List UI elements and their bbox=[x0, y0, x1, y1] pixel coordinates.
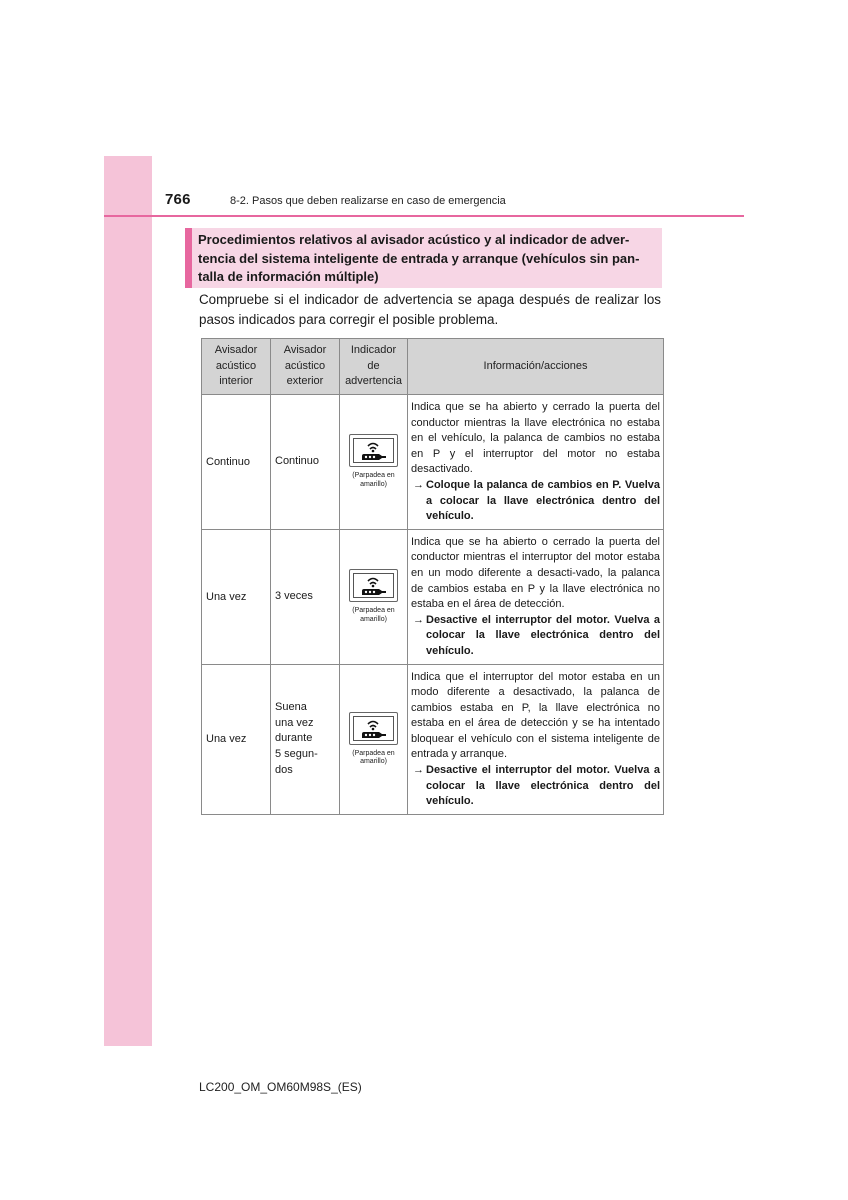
interior-buzzer-cell: Una vez bbox=[202, 529, 271, 664]
heading-line-1: Procedimientos relativos al avisador acústico y al indicador de adver- bbox=[198, 232, 630, 247]
info-actions-cell bbox=[408, 529, 664, 664]
info-actions-cell bbox=[408, 395, 664, 530]
corrective-action bbox=[411, 613, 660, 660]
corrective-action bbox=[411, 478, 660, 525]
column-header-info-actions: Información/acciones bbox=[408, 339, 664, 395]
page-number: 766 bbox=[165, 191, 191, 208]
info-text: Indica que el interruptor del motor estaba en un modo diferente a desactivado, la palanca de cambios estaba en P, la llave electrónica no estaba en el área de detección y se ha intentado bloquear el vehículo con el sistema inteligente de entrada y arranque. bbox=[411, 670, 660, 761]
intro-paragraph: Compruebe si el indicador de advertencia se apaga después de realizar los pasos indicados para corregir el posible problema. bbox=[199, 292, 661, 327]
heading-line-2: tencia del sistema inteligente de entrada y arranque (vehículos sin pan- bbox=[198, 250, 640, 266]
smart-key-warning-icon bbox=[349, 712, 398, 745]
indicator-caption: (Parpadea en amarillo) bbox=[352, 607, 395, 623]
interior-buzzer-cell: Una vez bbox=[202, 664, 271, 814]
exterior-buzzer-cell: 3 veces bbox=[271, 529, 340, 664]
info-text: Indica que se ha abierto y cerrado la puerta del conductor mientras la llave electrónica no estaba en el vehículo, la palanca de cambios no estaba en P y el interruptor del motor no estaba desactivado. bbox=[411, 401, 660, 476]
warning-indicator-cell bbox=[340, 395, 408, 530]
column-header-exterior-buzzer: Avisador acústico exterior bbox=[271, 339, 340, 395]
arrow-right-icon: → bbox=[413, 613, 424, 626]
corrective-action bbox=[411, 763, 660, 810]
action-text: Coloque la palanca de cambios en P. Vuelva a colocar la llave electrónica dentro del vehículo. bbox=[426, 478, 660, 523]
procedure-table bbox=[201, 338, 664, 815]
table-row bbox=[202, 395, 664, 530]
arrow-right-icon: → bbox=[413, 764, 424, 777]
exterior-buzzer-cell: Suena una vez durante 5 segun- dos bbox=[271, 664, 340, 814]
warning-indicator-cell bbox=[340, 664, 408, 814]
table-row bbox=[202, 529, 664, 664]
table-row bbox=[202, 664, 664, 814]
procedure-heading bbox=[185, 228, 662, 288]
column-header-warning-light: Indicador de advertencia bbox=[340, 339, 408, 395]
info-actions-cell bbox=[408, 664, 664, 814]
indicator-caption: (Parpadea en amarillo) bbox=[352, 472, 395, 488]
action-text: Desactive el interruptor del motor. Vuelva a colocar la llave electrónica dentro del vehículo. bbox=[426, 764, 660, 808]
section-title: 8-2. Pasos que deben realizarse en caso de emergencia bbox=[230, 195, 506, 207]
exterior-buzzer-cell: Continuo bbox=[271, 395, 340, 530]
interior-buzzer-cell: Continuo bbox=[202, 395, 271, 530]
indicator-caption: (Parpadea en amarillo) bbox=[352, 749, 395, 766]
document-code-footer: LC200_OM_OM60M98S_(ES) bbox=[199, 1080, 362, 1094]
column-header-interior-buzzer: Avisador acústico interior bbox=[202, 339, 271, 395]
warning-indicator-cell bbox=[340, 529, 408, 664]
info-text: Indica que se ha abierto o cerrado la puerta del conductor mientras el interruptor del motor estaba en un modo diferente a desacti-vado, la palanca de cambios estaba en P y la llave electrónica no estaba en el área de detección. bbox=[411, 535, 660, 611]
action-text: Desactive el interruptor del motor. Vuelva a colocar la llave electrónica dentro del vehículo. bbox=[426, 613, 660, 657]
chapter-side-tab bbox=[104, 156, 152, 1046]
smart-key-warning-icon bbox=[349, 434, 398, 467]
heading-line-3: talla de información múltiple) bbox=[198, 269, 379, 284]
arrow-right-icon: → bbox=[413, 478, 424, 491]
smart-key-warning-icon bbox=[349, 569, 398, 602]
table-header-row bbox=[202, 339, 664, 395]
header-rule bbox=[104, 215, 744, 217]
